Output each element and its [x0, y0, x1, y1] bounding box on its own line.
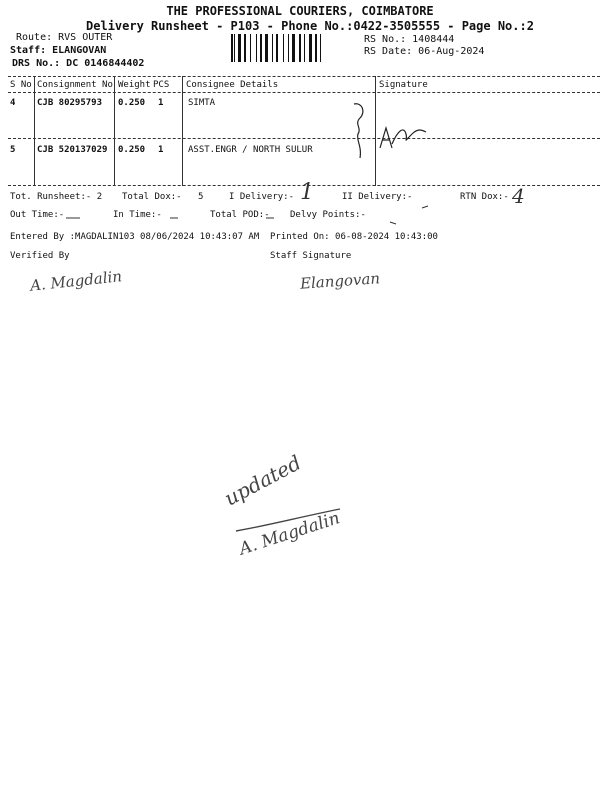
col-separator — [182, 76, 183, 186]
handwritten-dashes — [60, 212, 510, 228]
row-pcs: 1 — [158, 145, 164, 155]
drs-number: DRS No.: DC 0146844402 — [12, 58, 145, 69]
barcode-image — [230, 34, 356, 62]
row-weight: 0.250 — [118, 98, 146, 108]
col-header-consignment: Consignment No — [37, 80, 113, 90]
staff-signature-label: Staff Signature — [270, 251, 352, 261]
row-sno: 4 — [10, 98, 16, 108]
row-rule — [8, 138, 600, 139]
in-time-label: In Time:- — [113, 210, 162, 220]
col-header-sno: S No — [10, 80, 32, 90]
row-consignee: SIMTA — [188, 98, 216, 108]
tot-runsheet: Tot. Runsheet:- 2 — [10, 192, 103, 202]
ii-delivery-label: II Delivery:- — [342, 192, 413, 202]
total-pod-label: Total POD:- — [210, 210, 270, 220]
col-header-consignee: Consignee Details — [186, 80, 279, 90]
rs-number: RS No.: 1408444 — [364, 34, 455, 45]
verified-by-label: Verified By — [10, 251, 70, 261]
row-consignee: ASST.ENGR / NORTH SULUR — [188, 145, 313, 155]
company-title: THE PROFESSIONAL COURIERS, COIMBATORE — [166, 4, 434, 18]
rtn-dox-handwritten: 4 — [512, 184, 525, 208]
col-header-pcs: PCS — [153, 80, 170, 90]
col-header-weight: Weight — [118, 80, 151, 90]
row-consignment: CJB 520137029 — [37, 145, 108, 155]
table-top-rule — [8, 76, 600, 77]
i-delivery-handwritten: 1 — [300, 180, 314, 205]
row-weight: 0.250 — [118, 145, 146, 155]
rs-date: RS Date: 06-Aug-2024 — [364, 46, 485, 57]
row-sno: 5 — [10, 145, 16, 155]
staff-label: Staff: ELANGOVAN — [10, 45, 107, 56]
annotation-updated: updated — [220, 450, 306, 511]
col-separator — [114, 76, 115, 186]
runsheet-subtitle: Delivery Runsheet - P103 - Phone No.:0422-3505555 - Page No.:2 — [86, 19, 534, 33]
total-dox-value: 5 — [198, 192, 204, 202]
row-consignment: CJB 80295793 — [37, 98, 103, 108]
total-dox-label: Total Dox:- — [122, 192, 182, 202]
i-delivery-label: I Delivery:- — [229, 192, 295, 202]
table-header-rule — [8, 92, 600, 93]
row-pcs: 1 — [158, 98, 164, 108]
rtn-dox-label: RTN Dox:- — [460, 192, 509, 202]
staff-signature: Elangovan — [299, 269, 381, 293]
col-separator — [34, 76, 35, 186]
route-label: Route: RVS OUTER — [16, 32, 113, 43]
delvy-points-label: Delvy Points:- — [290, 210, 366, 220]
out-time-label: Out Time:- — [10, 210, 65, 220]
annotation-signature: A. Magdalin — [236, 508, 343, 560]
verified-by-signature: A. Magdalin — [29, 267, 123, 295]
row-signature-scribble — [340, 100, 450, 170]
entered-by: Entered By :MAGDALIN103 08/06/2024 10:43:07 AM — [10, 232, 260, 242]
col-header-signature: Signature — [379, 80, 428, 90]
printed-on: Printed On: 06-08-2024 10:43:00 — [270, 232, 438, 242]
